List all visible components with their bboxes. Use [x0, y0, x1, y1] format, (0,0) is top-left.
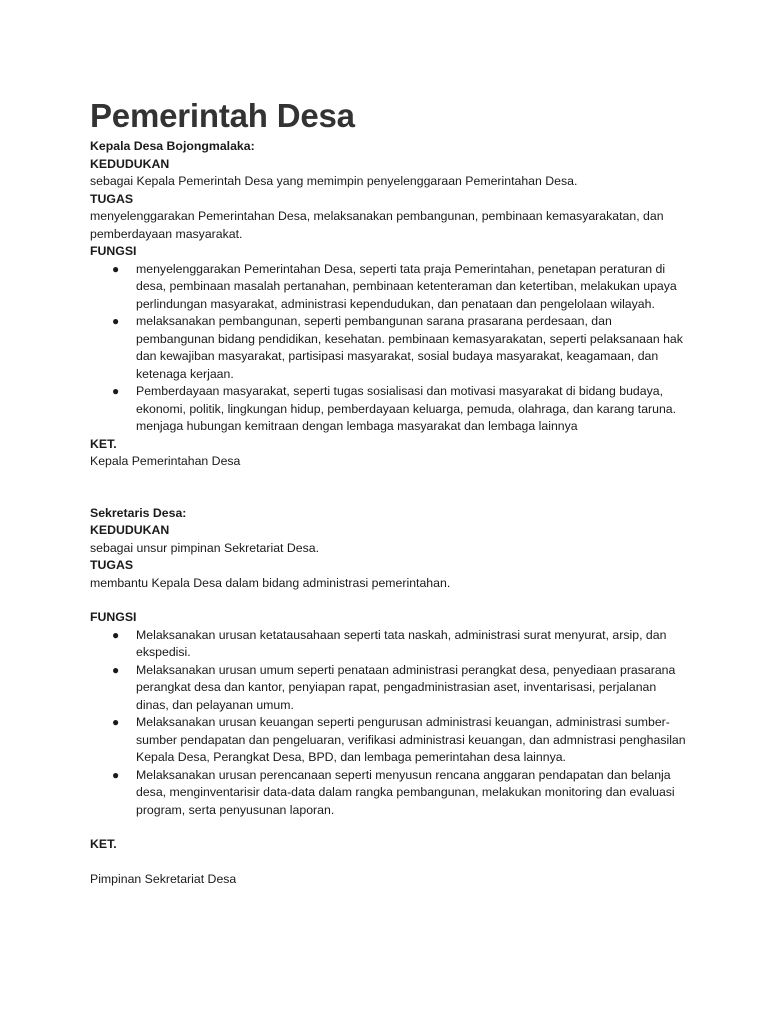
list-item	[90, 714, 690, 767]
sekretaris-tugas-label: TUGAS	[90, 558, 134, 572]
bullet-icon: ●	[112, 767, 120, 782]
page-title: Pemerintah Desa	[90, 97, 355, 134]
list-item-text: Melaksanakan urusan perencanaan seperti menyusun rencana anggaran pendapatan dan belanja desa, menginventarisir data-data dalam rangka pembangunan, melakukan monitoring dan evaluasi program, serta penyusunan laporan.	[136, 767, 675, 817]
bullet-icon: ●	[112, 627, 120, 642]
kepala-tugas-label: TUGAS	[90, 191, 134, 206]
kepala-fungsi-label: FUNGSI	[90, 244, 137, 258]
section-spacer	[90, 471, 690, 505]
list-item	[90, 662, 690, 715]
sekretaris-kedudukan-text: sebagai unsur pimpinan Sekretariat Desa.	[90, 540, 319, 555]
bullet-icon: ●	[112, 384, 120, 398]
kepala-kedudukan-label: KEDUDUKAN	[90, 156, 170, 171]
list-item	[90, 313, 690, 383]
sekretaris-ket-text: Pimpinan Sekretariat Desa	[90, 871, 237, 886]
list-item	[90, 261, 690, 314]
paragraph-spacer	[90, 592, 690, 609]
paragraph-spacer	[90, 854, 690, 871]
kepala-kedudukan-text: sebagai Kepala Pemerintah Desa yang memimpin penyelenggaraan Pemerintahan Desa.	[90, 174, 578, 188]
bullet-icon: ●	[112, 715, 120, 729]
sekretaris-fungsi-label: FUNGSI	[90, 610, 137, 624]
bullet-icon: ●	[112, 662, 120, 677]
document-page	[90, 96, 690, 888]
list-item-text: Melaksanakan urusan umum seperti penataan administrasi perangkat desa, penyediaan prasarana perangkat desa dan kantor, penyiapan rapat, pengadministrasian aset, inventarisasi, perjalanan dinas, dan pelayanan umum.	[136, 662, 676, 712]
kepala-ket-text: Kepala Pemerintahan Desa	[90, 454, 241, 468]
kepala-fungsi-list	[90, 261, 690, 436]
list-item-text: Melaksanakan urusan ketatausahaan seperti tata naskah, administrasi surat menyurat, arsip, dan ekspedisi.	[136, 627, 667, 659]
list-item-text: menyelenggarakan Pemerintahan Desa, seperti tata praja Pemerintahan, penetapan peraturan di desa, pembinaan masalah pertanahan, pembinaan ketenteraman dan ketertiban, melakukan upaya perlindungan masyarakat, administrasi kependudukan, dan penataan dan pengelolaan wilayah.	[136, 261, 677, 311]
kepala-desa-heading: Kepala Desa Bojongmalaka:	[90, 139, 255, 153]
kepala-tugas-text: menyelenggarakan Pemerintahan Desa, melaksanakan pembangunan, pembinaan kemasyarakatan, dan pemberdayaan masyarakat.	[90, 209, 664, 241]
sekretaris-kedudukan-label: KEDUDUKAN	[90, 523, 170, 537]
list-item	[90, 383, 690, 436]
list-item-text: Melaksanakan urusan keuangan seperti pengurusan administrasi keuangan, administrasi sumber-sumber pendapatan dan pengeluaran, verifikasi administrasi keuangan, dan admnistrasi penghasilan Kepala Desa, Perangkat Desa, BPD, dan lembaga pemerintahan desa lainnya.	[136, 715, 686, 764]
sekretaris-tugas-text: membantu Kepala Desa dalam bidang administrasi pemerintahan.	[90, 575, 451, 590]
sekretaris-desa-heading: Sekretaris Desa:	[90, 505, 187, 520]
list-item-text: Pemberdayaan masyarakat, seperti tugas sosialisasi dan motivasi masyarakat di bidang budaya, ekonomi, politik, lingkungan hidup, pemberdayaan keluarga, pemuda, olahraga, dan karang taruna. menjaga hubungan kemitraan dengan lembaga masyarakat dan lembaga lainnya	[136, 384, 677, 433]
bullet-icon: ●	[112, 314, 120, 328]
paragraph-spacer	[90, 819, 690, 836]
list-item	[90, 627, 690, 662]
sekretaris-fungsi-list	[90, 627, 690, 820]
list-item-text: melaksanakan pembangunan, seperti pembangunan sarana prasarana perdesaan, dan pembangunan bidang pendidikan, kesehatan. pembinaan kemasyarakatan, seperti pelaksanaan hak dan kewajiban masyarakat, partisipasi masyarakat, sosial budaya masyarakat, keagamaan, dan ketenaga kerjaan.	[136, 314, 683, 381]
list-item	[90, 767, 690, 820]
kepala-ket-label: KET.	[90, 436, 117, 451]
sekretaris-ket-label: KET.	[90, 837, 117, 851]
bullet-icon: ●	[112, 261, 120, 276]
